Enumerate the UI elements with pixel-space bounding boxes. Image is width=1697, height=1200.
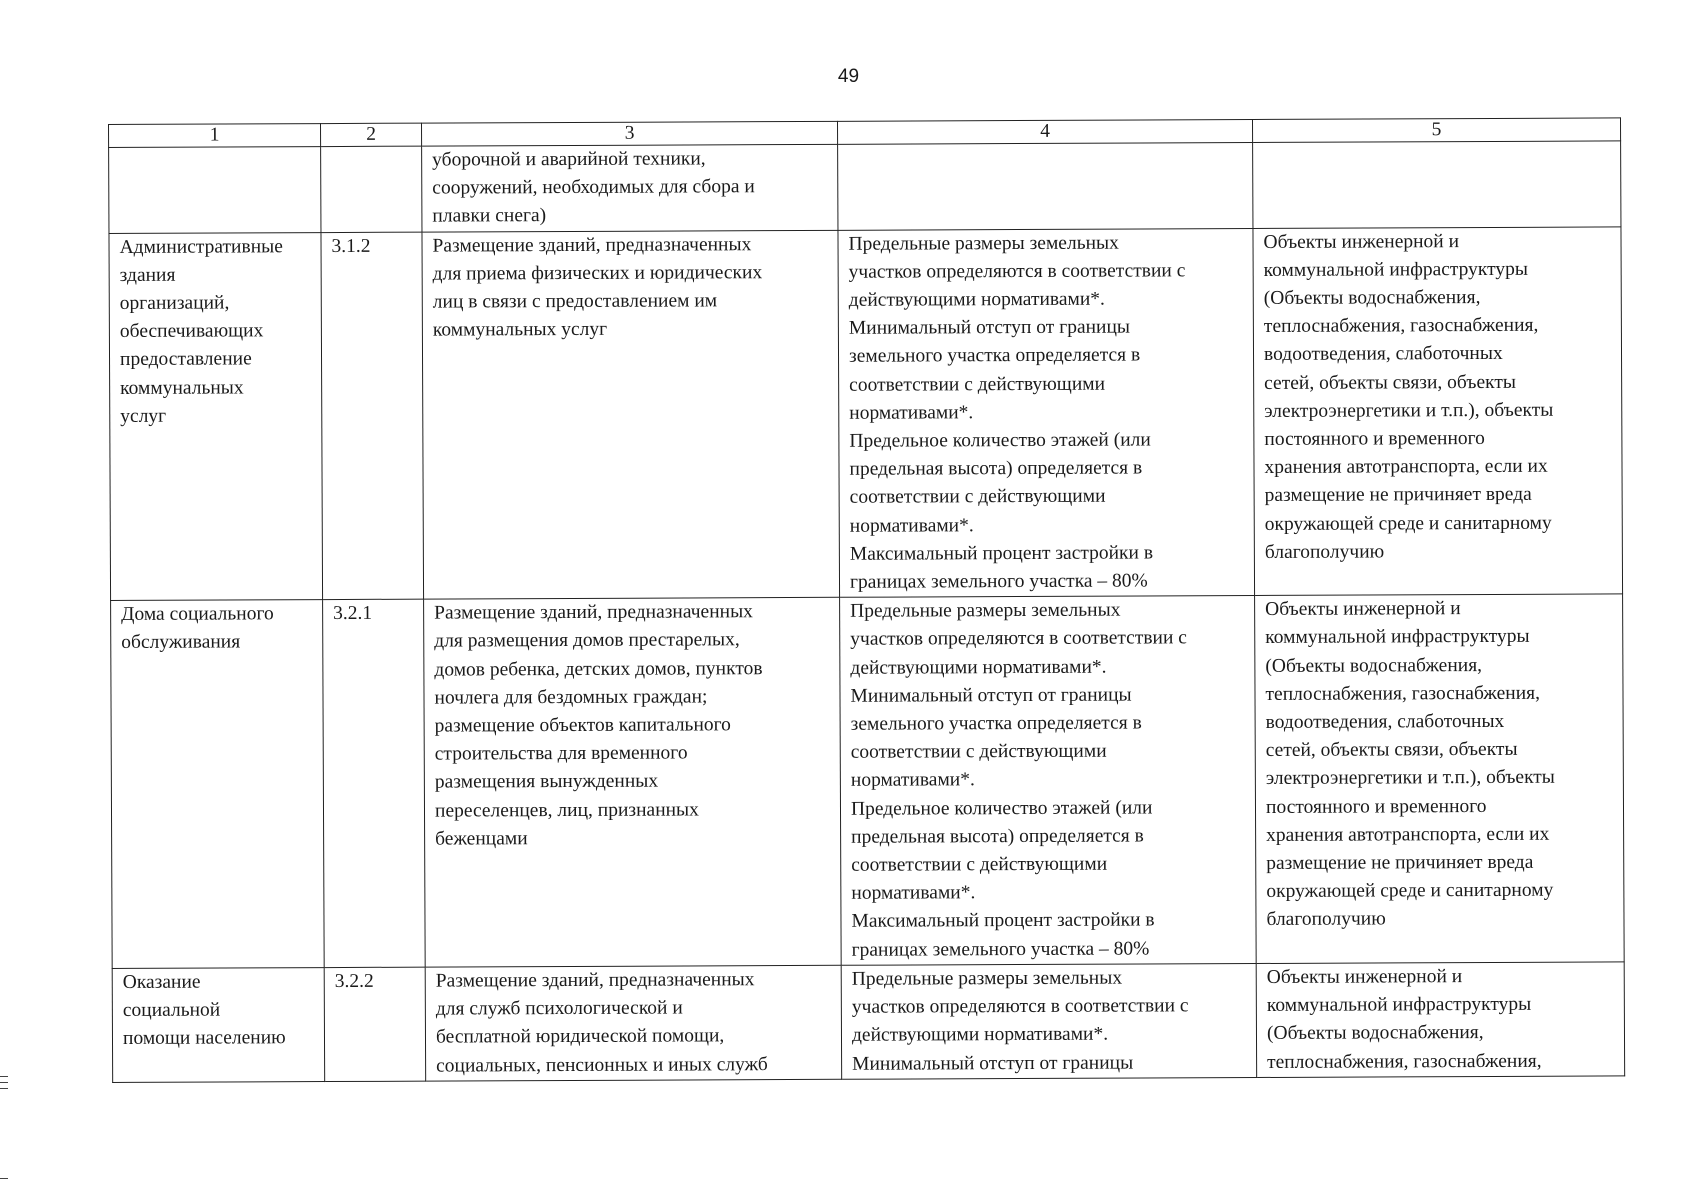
cell-use-name — [109, 147, 321, 234]
header-col-3: 3 — [421, 121, 837, 146]
cell-parameters — [841, 963, 1256, 1079]
edge-mark — [0, 1082, 8, 1083]
cell-text: 3.2.2 — [334, 970, 374, 992]
cell-code — [321, 146, 422, 232]
table-row-3-2-2 — [112, 962, 1624, 1082]
cell-description — [422, 230, 840, 599]
scan-edge-dash — [0, 1178, 8, 1179]
cell-text: Объекты инженерной и коммунальной инфраструктуры (Объекты водоснабжения, теплоснабжения, газоснабжения, водоотведения, слаботочных сетей, объекты связи, объекты электроэнергетики и т.п.), объекты постоянного и временного хранения автотранспорта, если их размещение не причиняет вреда окружающей среде и санитарному благополучию — [1263, 230, 1554, 563]
cell-text: 3.1.2 — [331, 235, 371, 257]
cell-parameters — [838, 228, 1255, 597]
cell-use-name — [109, 232, 323, 601]
cell-text: Размещение зданий, предназначенных для служб психологической и бесплатной юридической помощи, социальных, пенсионных и иных служб — [435, 969, 768, 1077]
cell-text: Предельные размеры земельных участков определяются в соответствии с действующими нормативами*. Минимальный отступ от границы — [851, 967, 1189, 1075]
cell-text: Предельные размеры земельных участков определяются в соответствии с действующими нормативами*. Минимальный отступ от границы земельного участка определяется в соответствии с действующими нормативами*. Предельное количество этажей (или предельная высота) определяется в соответствии с действующими нормативами*. Максимальный процент застройки в границах земельного участка – 80% — [850, 599, 1187, 961]
scan-edge-marks — [0, 1076, 10, 1102]
table-row-continuation — [109, 141, 1621, 233]
cell-use-name — [111, 600, 325, 969]
cell-auxiliary-uses — [1253, 141, 1621, 228]
cell-auxiliary-uses — [1253, 227, 1623, 596]
cell-code — [324, 967, 425, 1081]
cell-description — [424, 598, 842, 967]
header-col-5: 5 — [1252, 118, 1620, 143]
header-col-4: 4 — [837, 120, 1252, 145]
cell-text: 3.2.1 — [333, 603, 373, 625]
cell-auxiliary-uses — [1256, 962, 1624, 1077]
cell-text: уборочной и аварийной техники, сооружений, необходимых для сбора и плавки снега) — [432, 148, 755, 227]
cell-text: Оказание социальной помощи населению — [122, 971, 286, 1050]
cell-description — [425, 965, 841, 1081]
cell-text — [1263, 141, 1614, 143]
table-row-3-1-2 — [109, 227, 1623, 601]
edge-mark — [0, 1076, 8, 1077]
cell-text: Административные здания организаций, обеспечивающих предоставление коммунальных услуг — [119, 235, 283, 427]
cell-text: Размещение зданий, предназначенных для приема физических и юридических лиц в связи с предоставлением им коммунальных услуг — [432, 233, 763, 341]
cell-text — [848, 143, 1246, 145]
edge-mark — [0, 1088, 8, 1089]
cell-code — [323, 599, 426, 967]
header-col-2: 2 — [321, 123, 422, 146]
header-col-1: 1 — [109, 124, 321, 148]
cell-code — [321, 232, 424, 600]
cell-text — [119, 147, 314, 148]
cell-text: Дома социального обслуживания — [121, 603, 274, 654]
page-number: 49 — [837, 66, 860, 87]
cell-description — [422, 144, 838, 231]
cell-auxiliary-uses — [1255, 594, 1625, 963]
cell-text: Объекты инженерной и коммунальной инфраструктуры (Объекты водоснабжения, теплоснабжения, газоснабжения, водоотведения, слаботочных сетей, объекты связи, объекты электроэнергетики и т.п.), объекты постоянного и временного хранения автотранспорта, если их размещение не причиняет вреда окружающей среде и санитарному благополучию — [1265, 598, 1555, 931]
land-use-table — [108, 117, 1625, 1082]
table-row-3-2-1 — [111, 594, 1625, 968]
cell-use-name — [112, 967, 324, 1082]
cell-text: Предельные размеры земельных участков определяются в соответствии с действующими нормативами*. Минимальный отступ от границы земельного участка определяется в соответствии с действующими нормативами*. Предельное количество этажей (или предельная высота) определяется в соответствии с действующими нормативами*. Максимальный процент застройки в границах земельного участка – 80% — [848, 232, 1186, 593]
cell-text: Объекты инженерной и коммунальной инфраструктуры (Объекты водоснабжения, теплоснабжения, газоснабжения, — [1266, 965, 1542, 1073]
cell-parameters — [840, 596, 1257, 965]
cell-parameters — [838, 143, 1253, 230]
cell-text: Размещение зданий, предназначенных для размещения домов престарелых, домов ребенка, детских домов, пунктов ночлега для бездомных граждан; размещение объектов капитального строительства для временного размещения вынужденных переселенцев, лиц, признанных беженцами — [434, 601, 763, 850]
